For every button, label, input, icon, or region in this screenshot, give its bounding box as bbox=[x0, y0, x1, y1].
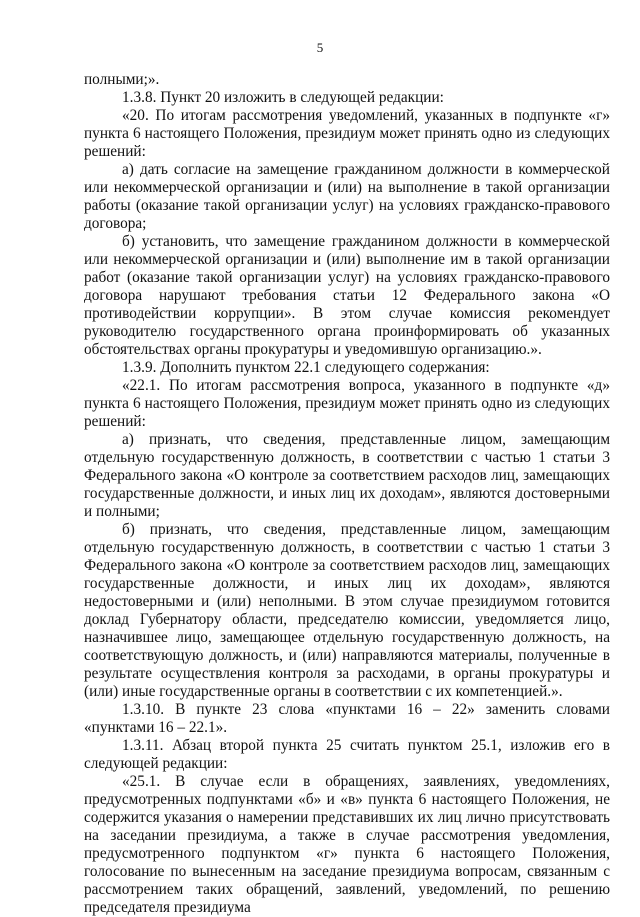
paragraph-point-20-b: б) установить, что замещение гражданином должности в коммерческой или некоммерческой организации и (или) выполнение им в такой организации работ (оказание такой организации услуг) на условиях гражданско-правового договора нарушают требования статьи 12 Федерального закона «О противодействии коррупции». В этом случае комиссия рекомендует руководителю государственного органа проинформировать об указанных обстоятельствах органы прокуратуры и уведомившую организацию.». bbox=[84, 233, 610, 358]
paragraph-point-22-1-b: б) признать, что сведения, представленные лицом, замещающим отдельную государственную должность, в соответствии с частью 1 статьи 3 Федерального закона «О контроле за соответствием расходов лиц, замещающих государственные должности, и иных лиц их доходам», являются недостоверными и (или) неполными. В этом случае президиумом готовится доклад Губернатору области, председателю комиссии, уведомляется лицо, назначившее лицо, замещающее отдельную государственную должность, на соответствующую должность, и (или) направляются материалы, полученные в результате осуществления контроля за расходами, в органы прокуратуры и (или) иные государственные органы в соответствии с их компетенцией.». bbox=[84, 521, 610, 700]
document-body bbox=[84, 71, 610, 917]
paragraph-point-22-1: «22.1. По итогам рассмотрения вопроса, указанного в подпункте «д» пункта 6 настоящего Положения, президиум может принять одно из следующих решений: bbox=[84, 377, 610, 430]
paragraph-1-3-11: 1.3.11. Абзац второй пункта 25 считать пунктом 25.1, изложив его в следующей редакции: bbox=[84, 737, 610, 772]
paragraph-1-3-10: 1.3.10. В пункте 23 слова «пунктами 16 – 22» заменить словами «пунктами 16 – 22.1». bbox=[84, 701, 610, 736]
page-number: 5 bbox=[316, 40, 324, 55]
paragraph-1-3-9: 1.3.9. Дополнить пунктом 22.1 следующего содержания: bbox=[122, 359, 490, 376]
paragraph-continuation: полными;». bbox=[84, 71, 160, 88]
paragraph-point-20-a: а) дать согласие на замещение гражданином должности в коммерческой или некоммерческой организации и (или) на выполнение в такой организации работы (оказание такой организации услуг) на условиях гражданско-правового договора; bbox=[84, 161, 610, 232]
paragraph-point-25-1: «25.1. В случае если в обращениях, заявлениях, уведомлениях, предусмотренных подпунктами «б» и «в» пункта 6 настоящего Положения, не содержится указания о намерении представивших их лиц лично присутствовать на заседании президиума, а также в случае рассмотрения уведомления, предусмотренного подпунктом «г» пункта 6 настоящего Положения, голосование по вынесенным на заседание президиума вопросам, связанным с рассмотрением таких обращений, заявлений, уведомлений, по решению председателя президиума bbox=[84, 773, 610, 916]
paragraph-point-20: «20. По итогам рассмотрения уведомлений, указанных в подпункте «г» пункта 6 настоящего Положения, президиум может принять одно из следующих решений: bbox=[84, 107, 610, 160]
paragraph-point-22-1-a: а) признать, что сведения, представленные лицом, замещающим отдельную государственную должность, в соответствии с частью 1 статьи 3 Федерального закона «О контроле за соответствием расходов лиц, замещающих государственные должности, и иных лиц их доходам», являются достоверными и полными; bbox=[84, 431, 610, 520]
paragraph-1-3-8: 1.3.8. Пункт 20 изложить в следующей редакции: bbox=[122, 89, 444, 106]
